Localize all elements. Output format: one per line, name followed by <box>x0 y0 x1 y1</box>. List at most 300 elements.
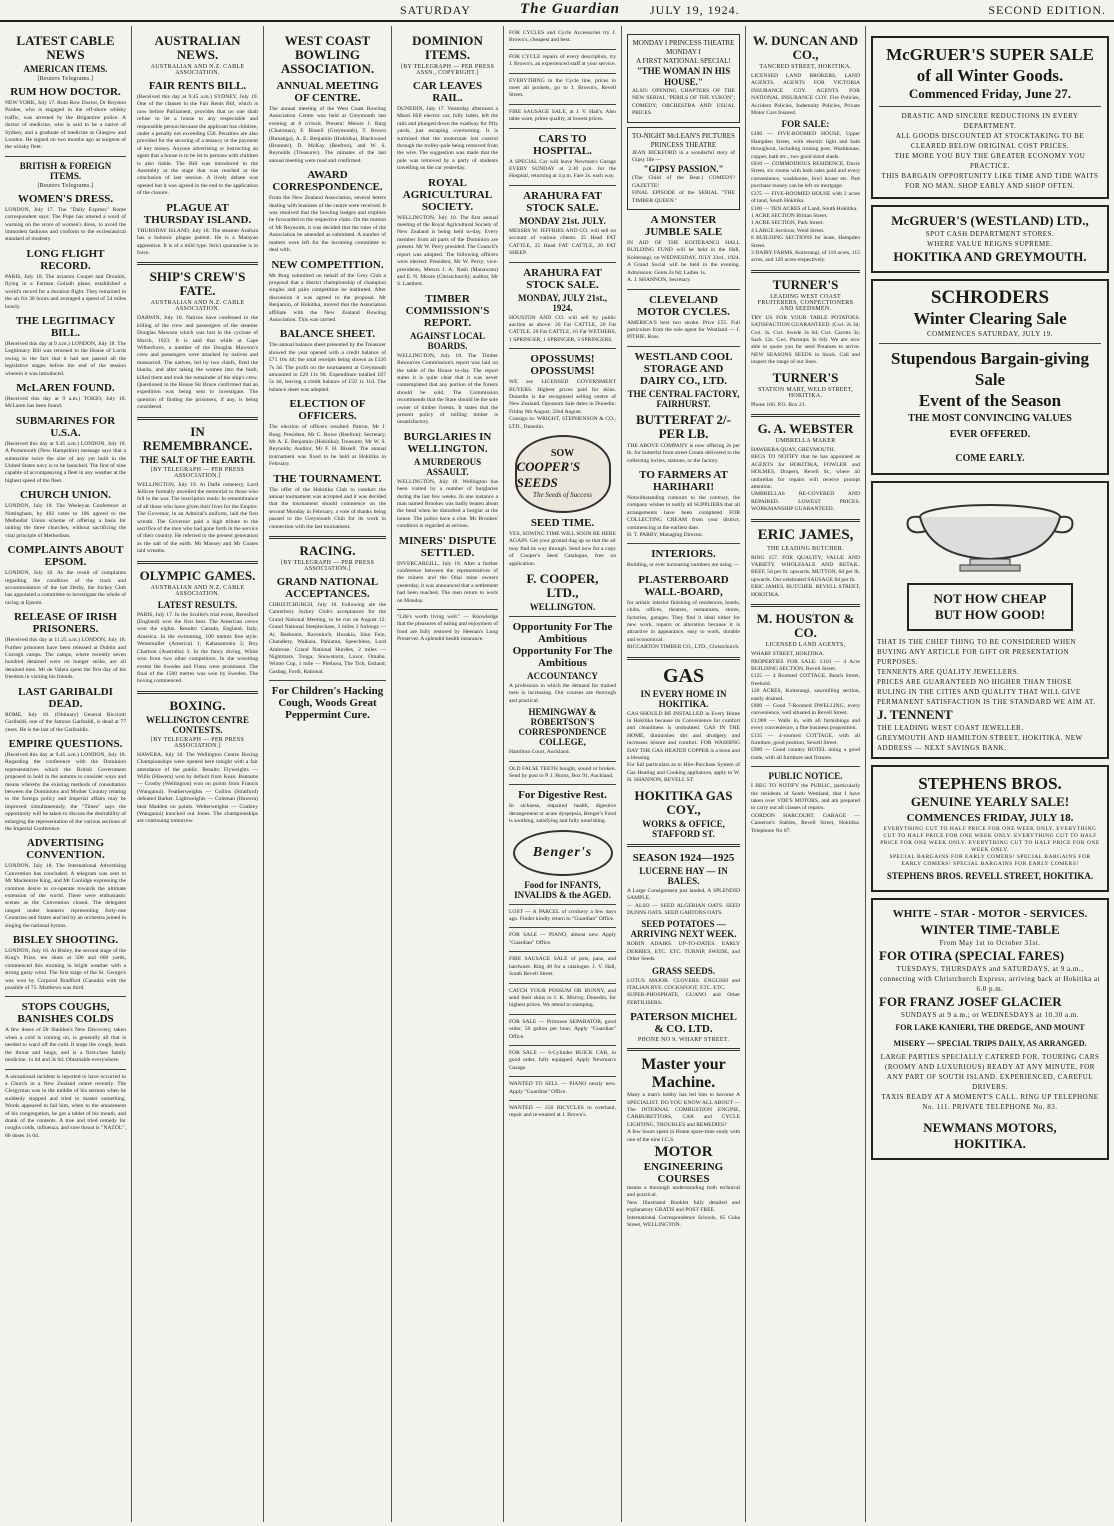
divider <box>5 996 126 997</box>
article-body: WELLINGTON, July 18. Wellington has been visited by a number of burglaries during the last few weeks. In one instance a man named Brookes was badly beaten about the head when he disturbed a burglar at the house. The police have a clue. Mr Brookes' condition is regarded as serious. <box>397 478 498 530</box>
masthead-title: The Guardian <box>520 1 620 17</box>
ad-title: GENUINE YEARLY SALE! <box>910 794 1070 809</box>
ad-body: — ALSO — SEED ALGERIAN OATS. SEED DUNNS OATS. SEED GARTONS OATS. <box>627 902 740 916</box>
divider <box>5 156 126 157</box>
article-heading: PLAGUE AT THURSDAY ISLAND. <box>143 201 252 226</box>
ad-body: THE ABOVE COMPANY is now offering 2s per lb. for butterfat from street Cream delivered to the collecting lorries, stations, or the factory. <box>627 442 740 464</box>
ad-title: J. TENNENT <box>877 707 953 722</box>
divider <box>751 519 860 522</box>
ad-body: MESSRS W. JEFFRIES AND CO. will sell on account of various clients: 25 Head FAT CATTLE, 25 Head FAT CATTLE, 20 FAT SHEEP. <box>509 227 616 257</box>
ad-subheading: HEMINGWAY & ROBERTSON'S CORRESPONDENCE COLLEGE, <box>518 707 607 748</box>
ad-body: UMBRELLAS RE-COVERED AND REPAIRED. LOWEST PRICES. WORKMANSHIP GUARANTEED. <box>751 491 860 513</box>
ad-signature: International Correspondence Schools, 65 Cuba Street, WELLINGTON. <box>627 1214 740 1229</box>
article-heading: SHIP'S CREW'S FATE. <box>149 269 246 299</box>
article-body: The election of officers resulted: Patron, Mr J. Burg; President, Mr C. Rowe (Reefton); Secretary, Mr A. E. Benjamin (Hokitika); Treasurer, Mr W. S. Reynolds; Auditor, Mr F. H. Bissell. The annual tournament was fixed to be held at Hokitika in February. <box>269 424 386 468</box>
divider <box>397 609 498 610</box>
article-heading: THE LEGITIMACY BILL. <box>15 314 116 339</box>
article-body: A sensational incident is reported to have occurred in a Church in a New Zealand centre recently. The Clergyman was in the middle of his sermon when he suddenly stopped and tried to master something. Words appeared to fail him, when to the amazement of his congregation, he got a tablet of his mouth, and drank of the contents. A true and tried remedy for coughs colds, influenza, and sore throat is "NAZOL", 60 doses 1s 6d. <box>5 1073 126 1139</box>
article-body: NEW YORK, July 17. Rum Row Doctor, Dr Royston Pardee, who is engaged in the off-shore whisky traffic, was arrested by the Brigantine police. A doctor of medicine, who is said to be a native of Sydney, and a graduate of medicine at Glasgow and London. He signed on two months ago as surgeon of the whisky fleet. <box>5 100 126 151</box>
ad-line: TUESDAYS, THURSDAYS and SATURDAYS, at 9 a.m., connecting with Christchurch Express, arriving back at Hokitika at 6.0 p.m. <box>879 965 1101 993</box>
ad-signature: RICCARTON TIMBER CO., LTD., Christchurch. <box>627 644 740 651</box>
ad-line: TO-NIGHT McLEAN'S PICTURES PRINCESS THEATRE <box>632 131 735 149</box>
article-body: The annual meeting of the West Coast Bowling Association Centre was held at Greymouth last evening at 8 o'clock. Present: Messrs J. Burg (Chairman), F. Bissell (Greymouth), T. Brown (Runanga), A. E. Benjamin (Hokitika), Blackwood (Brunner), D. McKay (Reefton), and W. S. Reynolds (Treasurer). The minutes of the last annual meeting were read and confirmed. <box>269 106 386 164</box>
listing: 4 LARGE Sections, Weld Street. <box>751 227 825 234</box>
ad-line: THE LEADING WEST COAST JEWELLER. <box>877 724 1024 732</box>
article-body: From the New Zealand Association, several letters dealing with business of the centre were received. It was resolved that the bowling badges and trophies be forwarded to the respective clubs. On the motion of Mr Reynolds, it was decided that the rules of the Association be amended as submitted. A number of matters were left for the incoming committee to deal with. <box>269 195 386 254</box>
ad-title: WINTER TIME-TABLE <box>920 922 1060 937</box>
credit-line: [Reuters Telegrams.] <box>37 76 94 82</box>
divider <box>751 604 860 607</box>
classified-ad: FOR SALE — Primrose SEPARATOR, good order, 50 gallon per hour. Apply "Guardian" Office. <box>509 1018 616 1040</box>
ad-heading: TURNER'S <box>772 369 839 385</box>
article-body: WELLINGTON, July 18. The first annual meeting of the Royal Agricultural Society of New Zealand is being held to-day. Every member from all parts of the Dominion are present. Mr W. Perry presided. The Council's report was adopted. The following officers were elected: President, Mr W. Perry; vice-presidents, Messrs J. A. Nash (Manawatu) and E. N. Moore (Christchurch); auditor, Mr S. Lambert. <box>397 214 498 288</box>
article-body: (Received this day at 9.45 a.m.) LONDON, July 18. Regarding the conference with the Dominion representatives which the British Government proposed to hold in the autumn to consider ways and means whereby the existing methods of consultation between the Dominions and Mother Country relating to the foreign policy and Imperial affairs may be improved simultaneously, the "Times" says the opportunity will be taken to discuss the desirability of enlarging the representation of the various sections of the Imperial Conference. <box>5 751 126 832</box>
divider <box>509 983 616 984</box>
ad-line: COMMENCES FRIDAY, JULY 18. <box>906 812 1074 824</box>
ad-body: IN AID OF THE KOITERANGI HALL BUILDING FUND will be held in the Hall, Koiterangi, on WEDNESDAY, JULY 23rd., 1924. A Grand Social will be held in the evening. Admission: Gents 2s 6d; Ladies 1s. <box>627 240 740 276</box>
article-heading: NEW COMPETITION. <box>271 258 384 271</box>
theatre-ad <box>627 34 740 123</box>
ad-body: AMERICA'S best two stroke. Price £55. Full particulars from the sole agent for Westland — J. PITHIE, Ross. <box>627 319 740 341</box>
ad-signature: A. J. SHANNON, Secretary. <box>627 277 692 284</box>
ad-heading: GAS <box>662 664 705 687</box>
credit-line: [BY TELEGRAPH — PER PRESS ASSOCIATION.] <box>280 560 375 573</box>
ad-line: EVER OFFERED. <box>949 429 1031 440</box>
ad-signature: GORDON HARCOURT, GARAGE — Cameron's Stables, Revell Street, Hokitika. Telephone No 87. <box>751 812 860 834</box>
listing: £125 — 4 Roomed COTTAGE, Beach Street, freehold. <box>751 673 860 687</box>
ad-line: A FIRST NATIONAL SPECIAL! <box>636 57 731 65</box>
article-heading: SUBMARINES FOR U.S.A. <box>15 414 116 439</box>
divider <box>879 343 1101 344</box>
ad-address: PHONE NO 9. WHARF STREET. <box>637 1037 730 1044</box>
divider <box>627 346 740 347</box>
article-heading: ROYAL AGRICULTURAL SOCIETY. <box>402 176 493 213</box>
ad-body: means a thorough understanding both technical and practical. <box>627 1185 740 1199</box>
section-title: AUSTRALIAN NEWS. <box>154 33 241 62</box>
ad-title: "GIPSY PASSION." <box>643 164 724 175</box>
article-heading: RUM HOW DOCTOR. <box>10 86 121 98</box>
ad-line: LARGE PARTIES SPECIALLY CATERED FOR. TOURING CARS (ROOMY AND LUXURIOUS) READY AT ANY MINUTE, FOR ANY PART OF SOUTH ISLAND. EXPERIENCED, CAREFUL DRIVERS. <box>880 1053 1100 1091</box>
divider <box>509 348 616 349</box>
divider <box>509 262 616 263</box>
credit-line: [BY TELEGRAPH — PER PRESS ASSN., COPYRIGHT.] <box>400 64 495 76</box>
divider <box>509 616 616 617</box>
article-body: LONDON, July 18. The International Advertising Convention has concluded. A telegram was sent to Mr Mackenzie King, and Mr Coolidge expressing the common desire to co-operate towards the ultimate extension of the world. There were enthusiastic scenes as the Convention closed. The delegates ranged under banners representing forty-one Countries and States and led by an orchestra joined in singing the national hymns. <box>5 863 126 929</box>
listing: £1,900 — Walls in, with all furnishings and every convenience, a fine business proposition. <box>751 717 860 732</box>
article-body: Mr Burg submitted on behalf of the Grey Club a proposal that a district championship of champion singles and pairs competition be instituted. After discussion it was agreed to the proposal. Mr Benjamin, of Hokitika, moved that the Association affiliate with the New Zealand Bowling Association. This was carried. <box>269 272 386 323</box>
classified-ad: WANTED TO SELL — PIANO nearly new. Apply "Guardian" Office. <box>509 1081 616 1095</box>
ad-body: HOUSTON AND CO. will sell by public auction as above: 20 Fat CATTLE, 20 Fat CATTLE, 20 Fat CATTLE, 10 Fat WETHERS, 1 SPRINGER, 1 SPRINGER, 3 SPRINGERS. <box>509 314 616 343</box>
listing: 1 ACRE SECTION Brittan Street. <box>751 212 828 219</box>
article-body: LONDON, July 17. The "Daily Express" Rome correspondent says: The Pope has uttered a word of warning on the score of women's dress, to avoid the immodest fashions and conform to the ecclesiastical standard of modesty. <box>5 206 126 243</box>
ad-title: BUT HOW GOOD! <box>934 607 1046 622</box>
ad-heading: W. DUNCAN AND CO., <box>752 33 859 62</box>
column-display-ads <box>866 26 1114 1522</box>
listing: 1 ACRE SECTION, Park Street. <box>751 220 824 227</box>
article-heading: ELECTION OF OFFICERS. <box>289 398 366 423</box>
bengers-logo: Benger's <box>513 830 613 876</box>
listing: £135 — 4-roomed COTTAGE, with all furniture, good position, Sewell Street. <box>751 732 860 746</box>
ad-body: BEGS TO NOTIFY that he has appointed as AGENTS for HOKITIKA, FOWLER and HOLMES, Drapers, Revell St., where all umbrellas for repairs will receive prompt attention. <box>751 454 860 491</box>
ad-subheading: PUBLIC NOTICE. <box>768 771 843 782</box>
ad-heading: SEASON 1924—1925 <box>632 851 735 864</box>
ad-line: EVERYTHING CUT TO HALF PRICE FOR ONE WEEK ONLY. EVERYTHING CUT TO HALF PRICE FOR ONE WEEK ONLY. EVERYTHING CUT TO HALF PRICE FOR ONE WEEK ONLY. EVERYTHING CUT TO HALF PRICE FOR ONE WEEK ONLY. <box>880 826 1100 853</box>
silver-bowl-icon <box>900 487 1080 577</box>
ad-heading: ARAHURA FAT STOCK SALE. <box>523 266 602 291</box>
ad-heading: Opportunity For The Ambitious Opportunity For The Ambitious <box>512 621 613 669</box>
ad-subheading: ACCOUNTANCY <box>527 671 598 681</box>
ad-signature: H. T. PARRY, Managing Director. <box>627 531 704 538</box>
ad-heading: For Digestive Rest. <box>518 789 607 802</box>
classified-ad: FOR CYCLE repairs of every description, try J. Brown's, an experienced staff at your service. <box>509 53 616 68</box>
ad-heading: ARAHURA FAT STOCK SALE. <box>523 189 602 214</box>
article-heading: BALANCE SHEET. <box>279 328 376 341</box>
ad-body: JEAN BICKFORD in a wonderful story of Gipsy life — <box>632 149 735 164</box>
ad-subheading: MONDAY, JULY 21st., 1924. <box>518 292 607 313</box>
classified-ad: EVERYTHING in the Cycle line, prices to meet all pockets, go to J. Brown's, Revell Street. <box>509 77 616 99</box>
ad-line: TENNENTS ARE QUALITY JEWELLERS. <box>877 668 1020 676</box>
masthead-date: JULY 19, 1924. <box>650 3 740 17</box>
ad-heading: A MONSTER JUMBLE SALE <box>644 214 723 239</box>
ad-address: LEADING WEST COAST FRUITERERS, CONFECTIONERS AND SEEDSMEN. <box>757 293 854 312</box>
classified-ad: FIRE SAUSAGE SALE, at J. V. Hall's. Also table ware, prime quality, at lowest prices. <box>509 108 616 123</box>
article-heading: WOMEN'S DRESS. <box>17 192 114 205</box>
ad-subheading: LUCERNE HAY — IN BALES. <box>639 865 728 886</box>
article-body: PARIS, July 18. The aviators Coupet and Drouhin, flying in a Farman Goliath plane, established a world's record for a duration flight. They remained in the air for 36 hours and averaged a speed of 54 miles hourly. <box>5 273 126 310</box>
ad-body: Consign to: WRIGHT, STEPHENSON & CO., LTD., Dunedin. <box>509 416 616 430</box>
article-heading: BOXING. <box>169 697 226 713</box>
article-body: The annual balance sheet presented by the Treasurer showed the year opened with a credit balance of £71 16s 4d; the total receipts being shown as £126 7s 3d. The profit on the tournament at Greymouth amounted to £29 11s 9d. Expenditure totalled £67 5s 4d, leaving a credit balance of £59 1s 11d. The balance sheet was adopted. <box>269 342 386 393</box>
article-heading: THE TOURNAMENT. <box>273 472 382 485</box>
ad-body: RING 157. FOR QUALITY, VALUE AND VARIETY. WHOLESALE AND RETAIL. BEEF, 5d per lb. upwards. MUTTON, 6d per lb. upwards. Our celebrated SAUSAGE 8d per lb. <box>751 554 860 583</box>
article-heading: ANNUAL MEETING OF CENTRE. <box>276 80 379 104</box>
ad-body: LICENSED LAND BROKERS, LAND AGENTS. AGENTS FOR VICTORIA INSURANCE COY. AGENTS FOR NATIONAL INSURANCE COY. Fire Policies, Accident Policies, Indemnity Policies, Private Motor Cars Insured. <box>751 73 860 117</box>
article-body: PARIS, July 17. In the Sculler's trial event, Beresford (England) won the first heat. The American crews won the eights. Results: Canada, England, Italy, America. In the swimming, 100 metres free style: Weissmuller (America) 1; Kahanamoku 2; Boy Charlton (Australia) 3. In the fancy diving, White won from two other competitors. In the wrestling events the Swedes and Finns were prominent. The final of the 1500 metres was won by Sweden. The boxing commenced. <box>137 611 258 685</box>
divider <box>509 128 616 129</box>
divider <box>509 1014 616 1015</box>
ad-line: WHERE VALUE REIGNS SUPREME. <box>927 240 1053 248</box>
ad-subheading: IN EVERY HOME IN HOKITIKA. <box>640 688 727 709</box>
ad-line: GREYMOUTH AND HAMILTON STREET, HOKITIKA. NEW ADDRESS — NEXT SAVINGS BANK. <box>877 734 1083 752</box>
article-heading: BISLEY SHOOTING. <box>12 934 119 947</box>
ad-line: SPOT CASH DEPARTMENT STORES. <box>925 230 1055 238</box>
ad-subheading: THE CENTRAL FACTORY, FAIRHURST. <box>627 388 740 409</box>
ad-body: SUPER-PHOSPHATE, GUANO and Other FERTILISERS. <box>627 992 740 1006</box>
ad-body: ROBIN ADAIRS. UP-TO-DATES. EARLY DERBIES, ETC. ETC. TURNIP, SWEDE, and Other Seeds. <box>627 941 740 963</box>
divider <box>509 927 616 928</box>
article-body: LONDON, July 18. At Bisley, the second stage of the King's Prize, ten shots at 500 and 600 yards, commenced this morning in bright weather with a strong gusty wind. The first stage of the St. George's was won by Corporal Bradford (Canada) with the possible of 75. Matthews was third. <box>5 948 126 992</box>
ad-body: Notwithstanding rumours to the contrary, the company wishes to notify all SUPPLIERS that all arrangements have been completed FOR COLLECTING CREAM from your district, commencing at the earliest date. <box>627 494 740 531</box>
ad-body: FINAL EPISODE of the SERIAL "THE TIMBER QUEEN." <box>632 190 735 204</box>
column-agents <box>746 26 866 1522</box>
article-body: LONDON, July 18. As the result of complaints regarding the condition of the track and accommodation of the last Derby, the Jockey Club has appointed a committee to investigate the whole of racing at Epsom. <box>5 570 126 606</box>
white-star-motor-ad <box>871 898 1109 1160</box>
ad-body: For full particulars as to Hire-Purchase System of Gas Heating and Cooking appliances, apply to W. H. SHANNON, REVELL ST. <box>627 762 740 784</box>
divider <box>509 904 616 905</box>
schroders-sale-ad <box>871 279 1109 475</box>
article-heading: OLYMPIC GAMES. <box>139 567 256 583</box>
article-heading: GRAND NATIONAL ACCEPTANCES. <box>276 576 379 601</box>
ad-heading: SEED TIME. <box>530 516 595 529</box>
article-heading: CHURCH UNION. <box>19 489 112 502</box>
article-subheading: AGAINST LOCAL BOARDS. <box>409 330 486 351</box>
article-body: "Life's worth living well." — Knowledge that the pleasures of eating and enjoyment of food are fully restored by Heenan's Lung Preserver. A splendid health insurance. <box>397 614 498 643</box>
ad-address: LICENSED LAND AGENTS, <box>765 642 846 649</box>
ad-body: (The Child of the Bear.) COMEDY! GAZETTE! <box>632 175 735 189</box>
article-heading: LONG FLIGHT RECORD. <box>26 247 105 272</box>
credit-line: [Reuters Telegrams.] <box>37 182 94 189</box>
divider <box>269 536 386 539</box>
divider <box>879 106 1101 107</box>
ad-subheading: GRASS SEEDS. <box>651 965 716 976</box>
column-australian-news <box>132 26 264 1522</box>
article-subheading: A MURDEROUS ASSAULT. <box>413 456 482 477</box>
pictures-ad <box>627 127 740 210</box>
article-heading: McLAREN FOUND. <box>16 381 115 394</box>
ad-body: YES, SOWING TIME WILL SOON BE HERE AGAIN. Get your ground dug up so that the air may find its way through. Send now for a copy of Cooper's Seed Catalogue, free on application. <box>509 530 616 567</box>
ad-line: TAXIS READY AT A MOMENT'S CALL. RING UP TELEPHONE No. 111. PRIVATE TELEPHONE No. 83. <box>881 1093 1099 1111</box>
ad-subheading: FOR SALE: <box>781 119 830 130</box>
ad-line: SUNDAYS at 9 a.m.; or WEDNESDAYS at 10.30 a.m. <box>900 1011 1080 1019</box>
listing: PROPERTIES FOR SALE: £110 — 4 Acre BUILDING SECTION, Revell Street. <box>751 658 860 672</box>
article-body: WELLINGTON, July 19. At Dalfe cemetery, Lord Jellicoe formally unveiled the memorial to those who fell in the war. The inscription reads: In remembrance of all those who have given their lives for the Empire. The Governor, in an Admiral's uniform, laid the first wreath. The Governor paid a high tribute to the sacrifice of the men who had gone forth in the service of their country. He referred to the present generation as the salt of the earth. Mr Massey and Mr Coates laid wreaths. <box>137 481 258 555</box>
divider <box>5 1069 126 1070</box>
ad-title: NOT HOW CHEAP <box>933 591 1047 606</box>
ad-title: HOKITIKA AND GREYMOUTH. <box>893 249 1087 264</box>
ad-address: TANCRED STREET, HOKITIKA. <box>759 64 852 70</box>
credit-line: [BY TELEGRAPH — PER PRESS ASSOCIATION.] <box>150 736 245 749</box>
ad-heading: PATERSON MICHEL & CO. LTD. <box>630 1011 737 1036</box>
ad-title: MOTOR <box>654 1144 713 1160</box>
listing: £800 — Good 7-Roomed DWELLING, every convenience, well situated in Revell Street. <box>751 702 860 717</box>
seeds-slogan: The Seeds of Success <box>533 491 592 500</box>
ad-body: A profession in which the demand for trained men is increasing. Our courses are thorough and practical. <box>509 683 616 704</box>
ad-subheading: WELLINGTON. <box>529 602 596 612</box>
article-heading: BURGLARIES IN WELLINGTON. <box>403 430 492 455</box>
article-body: HAWERA, July 18. The Wellington Centre Boxing Championships were opened here tonight with a fair attendance of the public. Results: Flyweights — Willis (Hawera) won by default from Kean. Bantams — Crosby (Wellington) won on points from Francis (Wanganui). Featherweights — Collins (Stratford) defeated Barker. Lightweights — Coleman (Hawera) beat Madden on points. Welterweights — Coakley (Wanganui) knocked out Jones. The championships are continuing tomorrow. <box>137 751 258 825</box>
article-heading: FAIR RENTS BILL. <box>148 80 247 92</box>
ad-body: for artistic interior finishing of residences, hotels, clubs, offices, theatres, restaurants, stores, factories, garages. They find it ideal either for new work, repairs or alteration because it is attractive in appearance, easy to work, durable and economical. <box>627 599 740 643</box>
credit-line: [BY TELEGRAPH — PER PRESS ASSOCIATION.] <box>150 466 245 479</box>
divider <box>137 691 258 694</box>
masthead-day: SATURDAY <box>400 3 471 17</box>
ad-body: In sickness, impaired health, digestive derangement or acute dyspepsia, Benger's Food is soothing, satisfying and fully nourishing. <box>509 803 616 825</box>
divider <box>751 766 860 767</box>
ad-line: THE MOST CONVINCING VALUES <box>908 413 1072 424</box>
ad-heading: HOKITIKA GAS COY., <box>634 787 733 817</box>
credit-line: AUSTRALIAN AND N.Z. CABLE ASSOCIATION. <box>150 300 245 313</box>
classified-ad: FOR SALE — 6-Cylinder BUICK CAR, in good order, fully equipped. Apply Newman's Garage. <box>509 1049 616 1071</box>
section-title: RACING. <box>299 543 356 559</box>
section-title: WEST COAST BOWLING ASSOCIATION. <box>280 33 375 76</box>
divider <box>509 1076 616 1077</box>
article-heading: COMPLAINTS ABOUT EPSOM. <box>7 544 124 569</box>
divider <box>137 262 258 265</box>
ad-subheading: Food for INFANTS, INVALIDS & the AGED. <box>514 879 611 900</box>
classified-ad: CATCH YOUR POSSUM OR BUNNY, and send their skins to J. K. Murray, Dunedin, for highest prices. We attend to stamping. <box>509 987 616 1009</box>
article-heading: ADVERTISING CONVENTION. <box>26 837 105 862</box>
ad-body: A few doses of Dr Sheldon's New Discovery, taken when a cold is coming on, is generally all that is needed to ward off the cold. It stops the cough, heals the throat and lungs, and is a first-class family medicine. 1s 6d and 3s 6d. Obtainable everywhere. <box>5 1027 126 1064</box>
divider <box>627 1048 740 1051</box>
classified-ad: WANTED — 250 BICYCLES to overhaul, repair and re-enamel at J. Brown's. <box>509 1104 616 1119</box>
divider <box>269 680 386 681</box>
credit-line: AUSTRALIAN AND N.Z. CABLE ASSOCIATION. <box>150 64 245 76</box>
ad-line: From May 1st to October 31st. <box>939 939 1041 947</box>
credit-line: AUSTRALIAN AND N.Z. CABLE ASSOCIATION. <box>150 584 245 597</box>
divider <box>137 417 258 420</box>
ad-title: McGRUER'S (WESTLAND) LTD., <box>891 213 1089 228</box>
ad-heading: INTERIORS. <box>651 548 716 561</box>
ad-line: STEPHENS BROS. REVELL STREET, HOKITIKA. <box>886 871 1094 881</box>
ad-title: WHITE - STAR - MOTOR - SERVICES. <box>892 908 1088 920</box>
section-title: LATEST CABLE NEWS <box>16 33 115 62</box>
ad-line: THE MORE YOU BUY THE GREATER ECONOMY YOU PRACTICE. <box>894 152 1086 170</box>
ad-heading: CARS TO HOSPITAL. <box>533 132 592 157</box>
article-heading: EMPIRE QUESTIONS. <box>8 737 123 750</box>
ad-body: LOTUS MAJOR. CLOVERS. ENGLISH and ITALIAN RYE. COCKSFOOT, ETC. ETC. <box>627 977 740 991</box>
article-body: (Received this day at 9.45 a.m.) SYDNEY, July 19. One of the clauses in the Fair Rents Bill, which is now before Parliament, provides that no one shall refuse to let a house to any respectable and responsible person because the applicant has children, under a penalty not exceeding £50. Penalties are also provided for the securing of a tenancy or the payment of key money. Anyone advertising or instructing an agent that a house is to be let to persons with children is also liable. The Bill was introduced in the Assembly at the stage that was reached at the conclusion of last session. A lively debate was opened but it was agreed in the end to the application of the closure. <box>137 94 259 197</box>
ad-heading: F. COOPER, LTD., <box>526 571 599 600</box>
ad-heading: M. HOUSTON & CO. <box>756 611 855 641</box>
ad-slogan-box <box>907 583 1073 631</box>
seeds-word: SOW <box>550 448 575 460</box>
classified-ad: LOST — A PARCEL of crockery a few days ago. Finder kindly return to "Guardian" Office. <box>509 908 616 923</box>
article-body: DUNEDIN, July 17. Yesterday afternoon a Maori Hill electric car, fully laden, left the rails and plunged down the roadway for fifty yards, just escaping overturning. It is surmised that the motorman lost control through the trolley-pole being removed from the wire. The suggestion was made that the pole was removed by a party of students travelling on the car yesterday. <box>397 106 498 172</box>
divider <box>627 289 740 290</box>
ad-line: DRASTIC AND SINCERE REDUCTIONS IN EVERY DEPARTMENT. <box>901 112 1079 130</box>
ad-body: A few hours spent in Home spare-time study with one of the nine I.C.S. <box>627 1129 740 1143</box>
ad-title: SCHRODERS <box>930 287 1050 308</box>
ad-body: Many a man's hobby has led him to become A SPECIALIST. DO YOU KNOW ALL ABOUT — The INTERNAL COMBUSTION ENGINE, CARBURETTORS, CAR and CYCLE LIGHTING, TROUBLES and REMEDIES? <box>627 1092 740 1128</box>
ad-address: THE LEADING BUTCHER. <box>767 545 844 552</box>
ad-line: COMMENCES SATURDAY, JULY 19. <box>926 330 1054 338</box>
ad-title: "THE WOMAN IN HIS HOUSE." <box>636 66 731 87</box>
ad-body: I BEG TO NOTIFY the PUBLIC, particularly the residents of South Westland, that I have taken over VDE'S MOTORS, and am prepared to carry out all classes of repairs. <box>751 783 860 812</box>
ad-body: Hamilton Court, Auckland. <box>509 749 570 756</box>
ad-body: WE are LICENSED GOVERNMENT BUYERS. Highest prices paid for skins. Dunedin is the recognised selling centre of New Zealand. Opossum Sale dates in Dunedin: Friday 8th August, 22nd August. <box>509 379 616 415</box>
tennent-jeweller-ad <box>871 481 1109 759</box>
classified-ad: FOR SALE — PIANO, almost new. Apply "Guardian" Office. <box>509 932 616 946</box>
ad-line: MONDAY I PRINCESS THEATRE MONDAY I <box>632 39 735 56</box>
listing: £810 — COMMODIOUS RESIDENCE, Davie Street, six rooms with both rates paid and every convenience, washhouse, fowl house etc. Part purchase money can be left on mortgage. <box>751 161 860 190</box>
ad-title: Commenced Friday, June 27. <box>908 86 1072 101</box>
ad-title: STEPHENS BROS. <box>918 774 1062 793</box>
coopers-seeds-logo <box>515 435 611 513</box>
classified-ad: FOR CYCLES and Cycle Accessories try J. Brown's, cheapest and best. <box>509 30 616 44</box>
ad-body: Phone 166. P.O. Box 21. <box>751 401 807 408</box>
section-subtitle: AMERICAN ITEMS. <box>23 64 108 74</box>
listing: 8 BUILDING SECTIONS for lease, Hampden Street. <box>751 235 860 249</box>
seeds-brand: COOPER'S SEEDS <box>516 459 581 491</box>
divider <box>509 761 616 762</box>
ad-body: WHARF STREET, HOKITIKA. <box>751 651 825 658</box>
divider <box>627 543 740 544</box>
divider <box>627 657 740 660</box>
ad-line: FOR FRANZ JOSEF GLACIER <box>879 994 1062 1009</box>
stephens-bros-ad <box>871 765 1109 892</box>
ad-line: FOR OTIRA (SPECIAL FARES) <box>879 948 1065 963</box>
ad-heading: BUTTERFAT 2/- PER LB. <box>636 411 731 441</box>
section-subtitle: BRITISH & FOREIGN ITEMS. <box>19 160 112 181</box>
ad-body: HAWHERA QUAY, GREYMOUTH. <box>751 447 836 453</box>
ad-heading: ERIC JAMES, <box>757 526 854 543</box>
ad-line: THAT IS THE CHIEF THING TO BE CONSIDERED WHEN BUYING ANY ARTICLE FOR GIFT OR PRESENTATION PURPOSES. <box>877 638 1077 666</box>
ad-heading: TO FARMERS AT HARIHARI! <box>639 468 728 493</box>
ad-body: New Illustrated Booklet fully detailed and explanatory GRATIS and POST FREE. <box>627 1199 740 1214</box>
article-subheading: LATEST RESULTS. <box>157 599 238 610</box>
ad-line: PRICES ARE GUARANTEED NO HIGHER THAN THOSE RULING IN THE CITIES AND QUALITY THAT WILL GIVE PERMANENT SATISFACTION IS THE STANDARD WE AIM AT. <box>877 678 1096 706</box>
ad-heading: CLEVELAND MOTOR CYCLES. <box>637 293 730 318</box>
divider <box>509 104 616 105</box>
ad-heading: WESTLAND COOL STORAGE AND DAIRY CO., LTD. <box>634 350 733 387</box>
ad-line: COME EARLY. <box>955 453 1025 464</box>
divider <box>751 270 860 273</box>
listing: £375 — FIVE-ROOMED HOUSE with 2 acres of land, South Hokitika. <box>751 190 860 205</box>
article-body: THURSDAY ISLAND, July 18. The steamer Arafura has a bubonic plague patient. He is a Malayan apprentice. It is of a mild type. Strict quarantine is in force. <box>137 227 258 256</box>
article-subheading: WELLINGTON CENTRE CONTESTS. <box>145 714 250 735</box>
ad-address: STATION MART, WELD STREET, HOKITIKA. <box>757 386 854 399</box>
mcgruers-stores-ad <box>871 205 1109 273</box>
article-heading: RELEASE OF IRISH PRISONERS. <box>14 611 117 636</box>
ad-title: HOKITIKA. <box>954 1136 1026 1151</box>
ad-title: McGRUER'S SUPER SALE <box>886 45 1094 64</box>
article-subheading: THE SALT OF THE EARTH. <box>139 454 256 465</box>
article-heading: CAR LEAVES RAIL. <box>412 80 483 104</box>
article-body: The offer of the Hokitika Club to conduct the annual tournament was accepted and it was decided that the tournament should commence on the second Monday in February, a vote of thanks being passed to the Greymouth Club for its work in connection with the last tournament. <box>269 486 386 530</box>
column-bowling <box>264 26 392 1522</box>
divider <box>137 561 258 564</box>
ad-title: COURSES <box>657 1173 710 1185</box>
ad-line: SPECIAL BARGAINS FOR EARLY COMERS! SPECIAL BARGAINS FOR EARLY COMERS! SPECIAL BARGAINS FOR EARLY COMERS! <box>889 854 1091 867</box>
column-classifieds <box>504 26 622 1522</box>
ad-line: FOR LAKE KANIERI, THE DREDGE, AND MOUNT MISERY — SPECIAL TRIPS DAILY, AS ARRANGED. <box>893 1023 1087 1048</box>
article-body: ROME, July 18. (Obituary) General Ricciotti Garibaldi, one of the famous Garibaldi, is dead at 77 years. He is the last of the Garibaldis. <box>5 711 126 733</box>
ad-body: Building, or ever increasing numbers are using — <box>627 562 739 569</box>
ad-title: Stupendous Bargain-giving Sale <box>891 349 1089 389</box>
ad-line: For Children's Hacking Cough, Woods Great Peppermint Cure. <box>271 685 384 722</box>
article-heading: AWARD CORRESPONDENCE. <box>272 169 383 194</box>
ad-line: ALL GOODS DISCOUNTED AT STOCKTAKING TO BE CLEARED BELOW ORIGINAL COST PRICES. <box>895 132 1085 150</box>
ad-title: ENGINEERING <box>643 1161 724 1173</box>
article-body: WELLINGTON, July 18. The Timber Resources Commission's report was laid on the table of the House to-day. The report states it is quite clear that it was never contemplated that any portion of the forests should be sold. The Commission recommends that the State should be the sole owner of timber forests. It states that the present policy of milling timber is unsatisfactory. <box>397 352 498 426</box>
classified-ad: OLD FALSE TEETH bought, sound or broken. Send by post to P. J. Burns, Box 91, Auckland. <box>509 765 616 780</box>
ad-body: A Large Consignment just landed, A SPLENDID SAMPLE. <box>627 887 740 902</box>
ad-title: of all Winter Goods. <box>916 66 1064 85</box>
divider <box>627 844 740 847</box>
ad-title: Master your <box>641 1056 726 1074</box>
column-cable-news <box>0 26 132 1522</box>
ad-signature: ERIC JAMES, BUTCHER. REVELL STREET, HOKITIKA. <box>751 584 860 598</box>
column-entertainment <box>622 26 746 1522</box>
listing: £100 — TEN ACRES of Land, South Hokitika. <box>751 205 858 212</box>
listing: 3 DAIRY FARMS, Koiterangi, of 110 acres, 115 acres, and 120 acres respectively. <box>751 249 860 264</box>
ad-heading: STOPS COUGHS, BANISHES COLDS <box>17 1001 114 1026</box>
ad-subheading: SEED POTATOES — ARRIVING NEXT WEEK. <box>630 919 737 940</box>
article-body: (Received this day at 11.25 a.m.) LONDON, July 18. Further prisoners have been released at Dublin and Curragh camps. The camps, where recently seven hundred detained were on hunger strike, are all detained men. Mr de Valera spent the first day of his freedom in visiting his friends. <box>5 637 126 681</box>
divider <box>509 185 616 186</box>
listing: 120 ACRES, Koiterangi, sawmilling section, easily drained. <box>751 688 860 702</box>
masthead-edition: SECOND EDITION. <box>988 3 1106 17</box>
listing: £900 — Good country HOTEL doing a good trade, with all furniture and fixtures. <box>751 747 860 761</box>
ad-subheading: WORKS & OFFICE, STAFFORD ST. <box>642 818 725 839</box>
ad-heading: G. A. WEBSTER <box>757 421 854 436</box>
ad-title: NEWMANS MOTORS, <box>923 1120 1057 1135</box>
article-body: DARWIN, July 18. Natives have confessed to the killing of the crew and passengers of the steamer Douglas Mawson which was lost in the cyclone of March, 1923. It is said that while at Cape Wilberforce, a number of the Douglas Mawson's crew and passengers were attacked by natives and massacred. The natives, led by two chiefs, fired the blacks, and after taking the women into the bush, killed them and took the remainder of the ship's crew. Questioned in the House Sir Bruce confirmed that an expedition was being sent to investigate. The question of finding the prisoners, if any, is being considered. <box>137 315 258 411</box>
divider <box>509 1045 616 1046</box>
article-heading: LAST GARIBALDI DEAD. <box>18 685 113 710</box>
ad-heading: OPOSSUMS! OPOSSUMS! <box>530 353 595 378</box>
article-body: LONDON, July 18. The Wesleyan Conference at Nottingham, by 402 votes to 186 agreed to the Methodist Union scheme of offering a basis for uniting the three churches, without sacrificing the vital principle of Methodism. <box>5 503 126 539</box>
